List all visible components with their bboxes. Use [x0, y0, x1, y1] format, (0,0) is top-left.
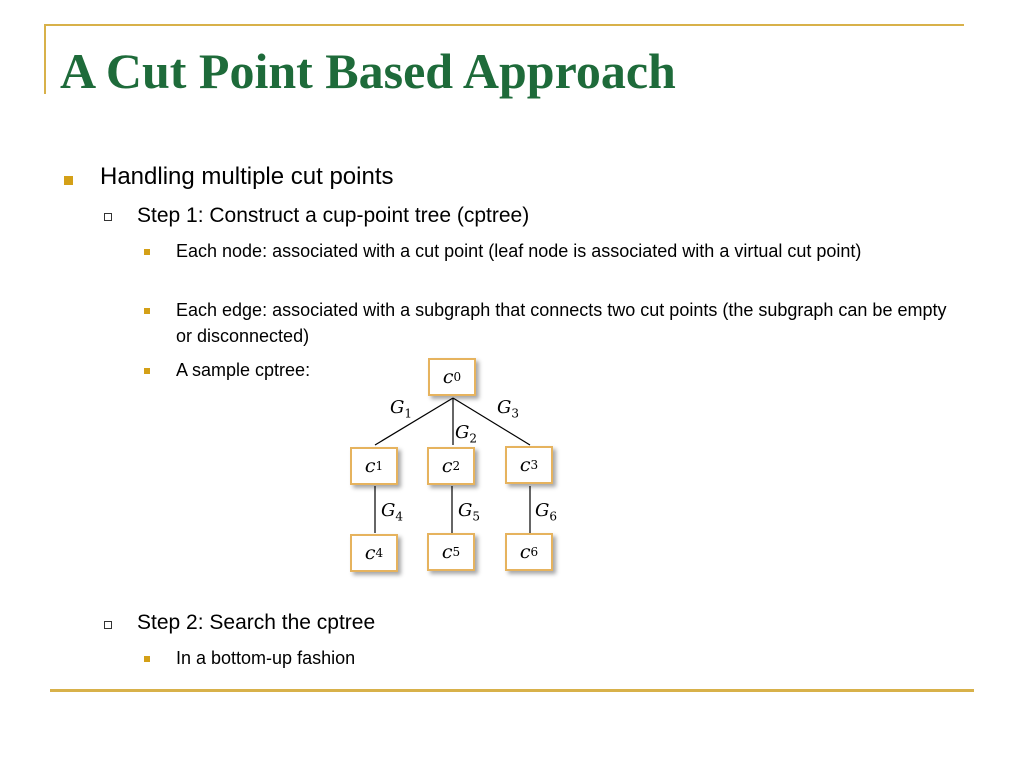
- tree-node-c0: c 0: [428, 358, 476, 396]
- tree-node-c5: c 5: [427, 533, 475, 571]
- edge-label-g6: $G_6$: [535, 500, 558, 524]
- edge-label-g1: $G_1$: [390, 397, 413, 421]
- bullet-bottom-up: In a bottom-up fashion: [176, 648, 356, 668]
- tree-node-c6: c 6: [505, 533, 553, 571]
- edge-g1-line: [375, 398, 453, 445]
- bullet-handling-multiple-cut-points: Handling multiple cut points: [100, 163, 394, 190]
- edge-label-g4: $G_4$: [381, 500, 404, 524]
- bullet-each-node: Each node: associated with a cut point (leaf node is associated with a virtual cut point): [176, 241, 862, 261]
- tree-node-c2: c 2: [427, 447, 475, 485]
- bullet-sample-cptree: A sample cptree:: [176, 360, 311, 380]
- bullet-step-1: Step 1: Construct a cup-point tree (cptree): [137, 204, 530, 227]
- hollow-square-bullet-icon: [104, 621, 112, 629]
- edge-label-g2: $G_2$: [455, 422, 478, 446]
- tree-node-c4: c 4: [350, 534, 398, 572]
- bullet-each-edge: Each edge: associated with a subgraph that connects two cut points (the subgraph can be empty or disconnected): [176, 300, 947, 346]
- slide-title: A Cut Point Based Approach: [60, 43, 676, 99]
- square-bullet-icon: [144, 656, 150, 662]
- tree-node-c1: c 1: [350, 447, 398, 485]
- tree-node-c3: c 3: [505, 446, 553, 484]
- bullet-step-2: Step 2: Search the cptree: [137, 611, 376, 634]
- edge-label-g3: $G_3$: [497, 397, 520, 421]
- footer-rule: [50, 689, 974, 692]
- edge-label-g5: $G_5$: [458, 500, 481, 524]
